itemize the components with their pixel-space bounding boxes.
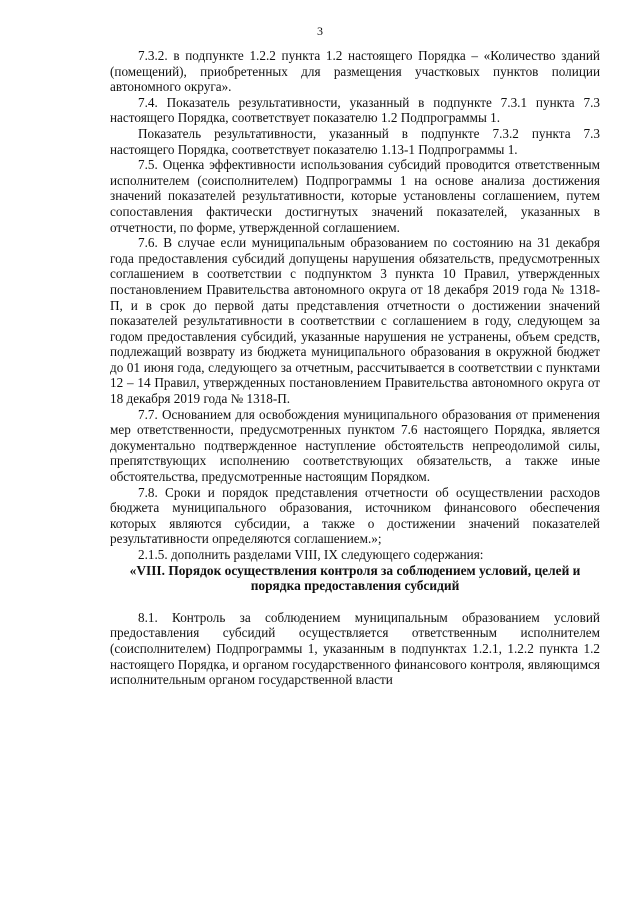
- paragraph-7-7: 7.7. Основанием для освобождения муниципального образования от применения мер ответственности, предусмотренных пунктом 7.6 настоящего Порядка, является документально подтвержденное наступление обстоятельств непреодолимой силы, препятствующих исполнению соответствующих обязательств, а также иные обстоятельства, предусмотренные настоящим Порядком.: [110, 406, 600, 485]
- paragraph-7-8: 7.8. Сроки и порядок представления отчетности об осуществлении расходов бюджета муниципального образования, источником финансового обеспечения которых являются субсидии, а также о достижении значений показателей результативности определяются соглашением.»;: [110, 484, 600, 547]
- document-body: [110, 48, 600, 688]
- section-spacer: [110, 594, 600, 610]
- paragraph-2-1-5: 2.1.5. дополнить разделами VIII, IX следующего содержания:: [138, 547, 484, 562]
- paragraph-indicator: Показатель результативности, указанный в подпункте 7.3.2 пункта 7.3 настоящего Порядка, соответствует показателю 1.13-1 Подпрограммы 1.: [110, 125, 600, 157]
- paragraph-7-6: 7.6. В случае если муниципальным образованием по состоянию на 31 декабря года предоставления субсидий допущены нарушения обязательств, предусмотренных соглашением в соответствии с подпунктом 3 пункта 10 Правил, утвержденных постановлением Правительства автономного округа от 18 декабря 2019 года № 1318-П, и в срок до первой даты представления отчетности о достижении значений показателей результативности в соответствии с соглашением в году, следующем за годом предоставления субсидий, указанные нарушения не устранены, объем средств, подлежащий возврату из бюджета муниципального образования в окружной бюджет до 01 июня года, следующего за отчетным, рассчитывается в соответствии с пунктами 12 – 14 Правил, утвержденных постановлением Правительства автономного округа от 18 декабря 2019 года № 1318-П.: [110, 235, 600, 407]
- paragraph-7-4: 7.4. Показатель результативности, указанный в подпункте 7.3.1 пункта 7.3 настоящего Порядка, соответствует показателю 1.2 Подпрограммы 1.: [110, 94, 600, 126]
- paragraph-7-5: 7.5. Оценка эффективности использования субсидий проводится ответственным исполнителем (соисполнителем) Подпрограммы 1 на основе анализа достижения значений показателей результативности, которые установлены соглашением, путем сопоставления фактически достигнутых значений показателей, указанных в отчетности, по форме, утвержденной соглашением.: [110, 157, 600, 235]
- paragraph-7-3-2: 7.3.2. в подпункте 1.2.2 пункта 1.2 настоящего Порядка – «Количество зданий (помещений), приобретенных для размещения участковых пунктов полиции автономного округа».: [110, 48, 600, 95]
- page-number: 3: [317, 24, 323, 38]
- paragraph-8-1: 8.1. Контроль за соблюдением муниципальным образованием условий предоставления субсидий осуществляется ответственным исполнителем (соисполнителем) Подпрограммы 1, указанным в подпунктах 1.2.1, 1.2.2 пункта 1.2 настоящего Порядка, и органом государственного финансового контроля, являющимся исполнительным органом государственной власти: [110, 609, 600, 688]
- section-heading: «VIII. Порядок осуществления контроля за соблюдением условий, целей и порядка предоставления субсидий: [129, 562, 581, 594]
